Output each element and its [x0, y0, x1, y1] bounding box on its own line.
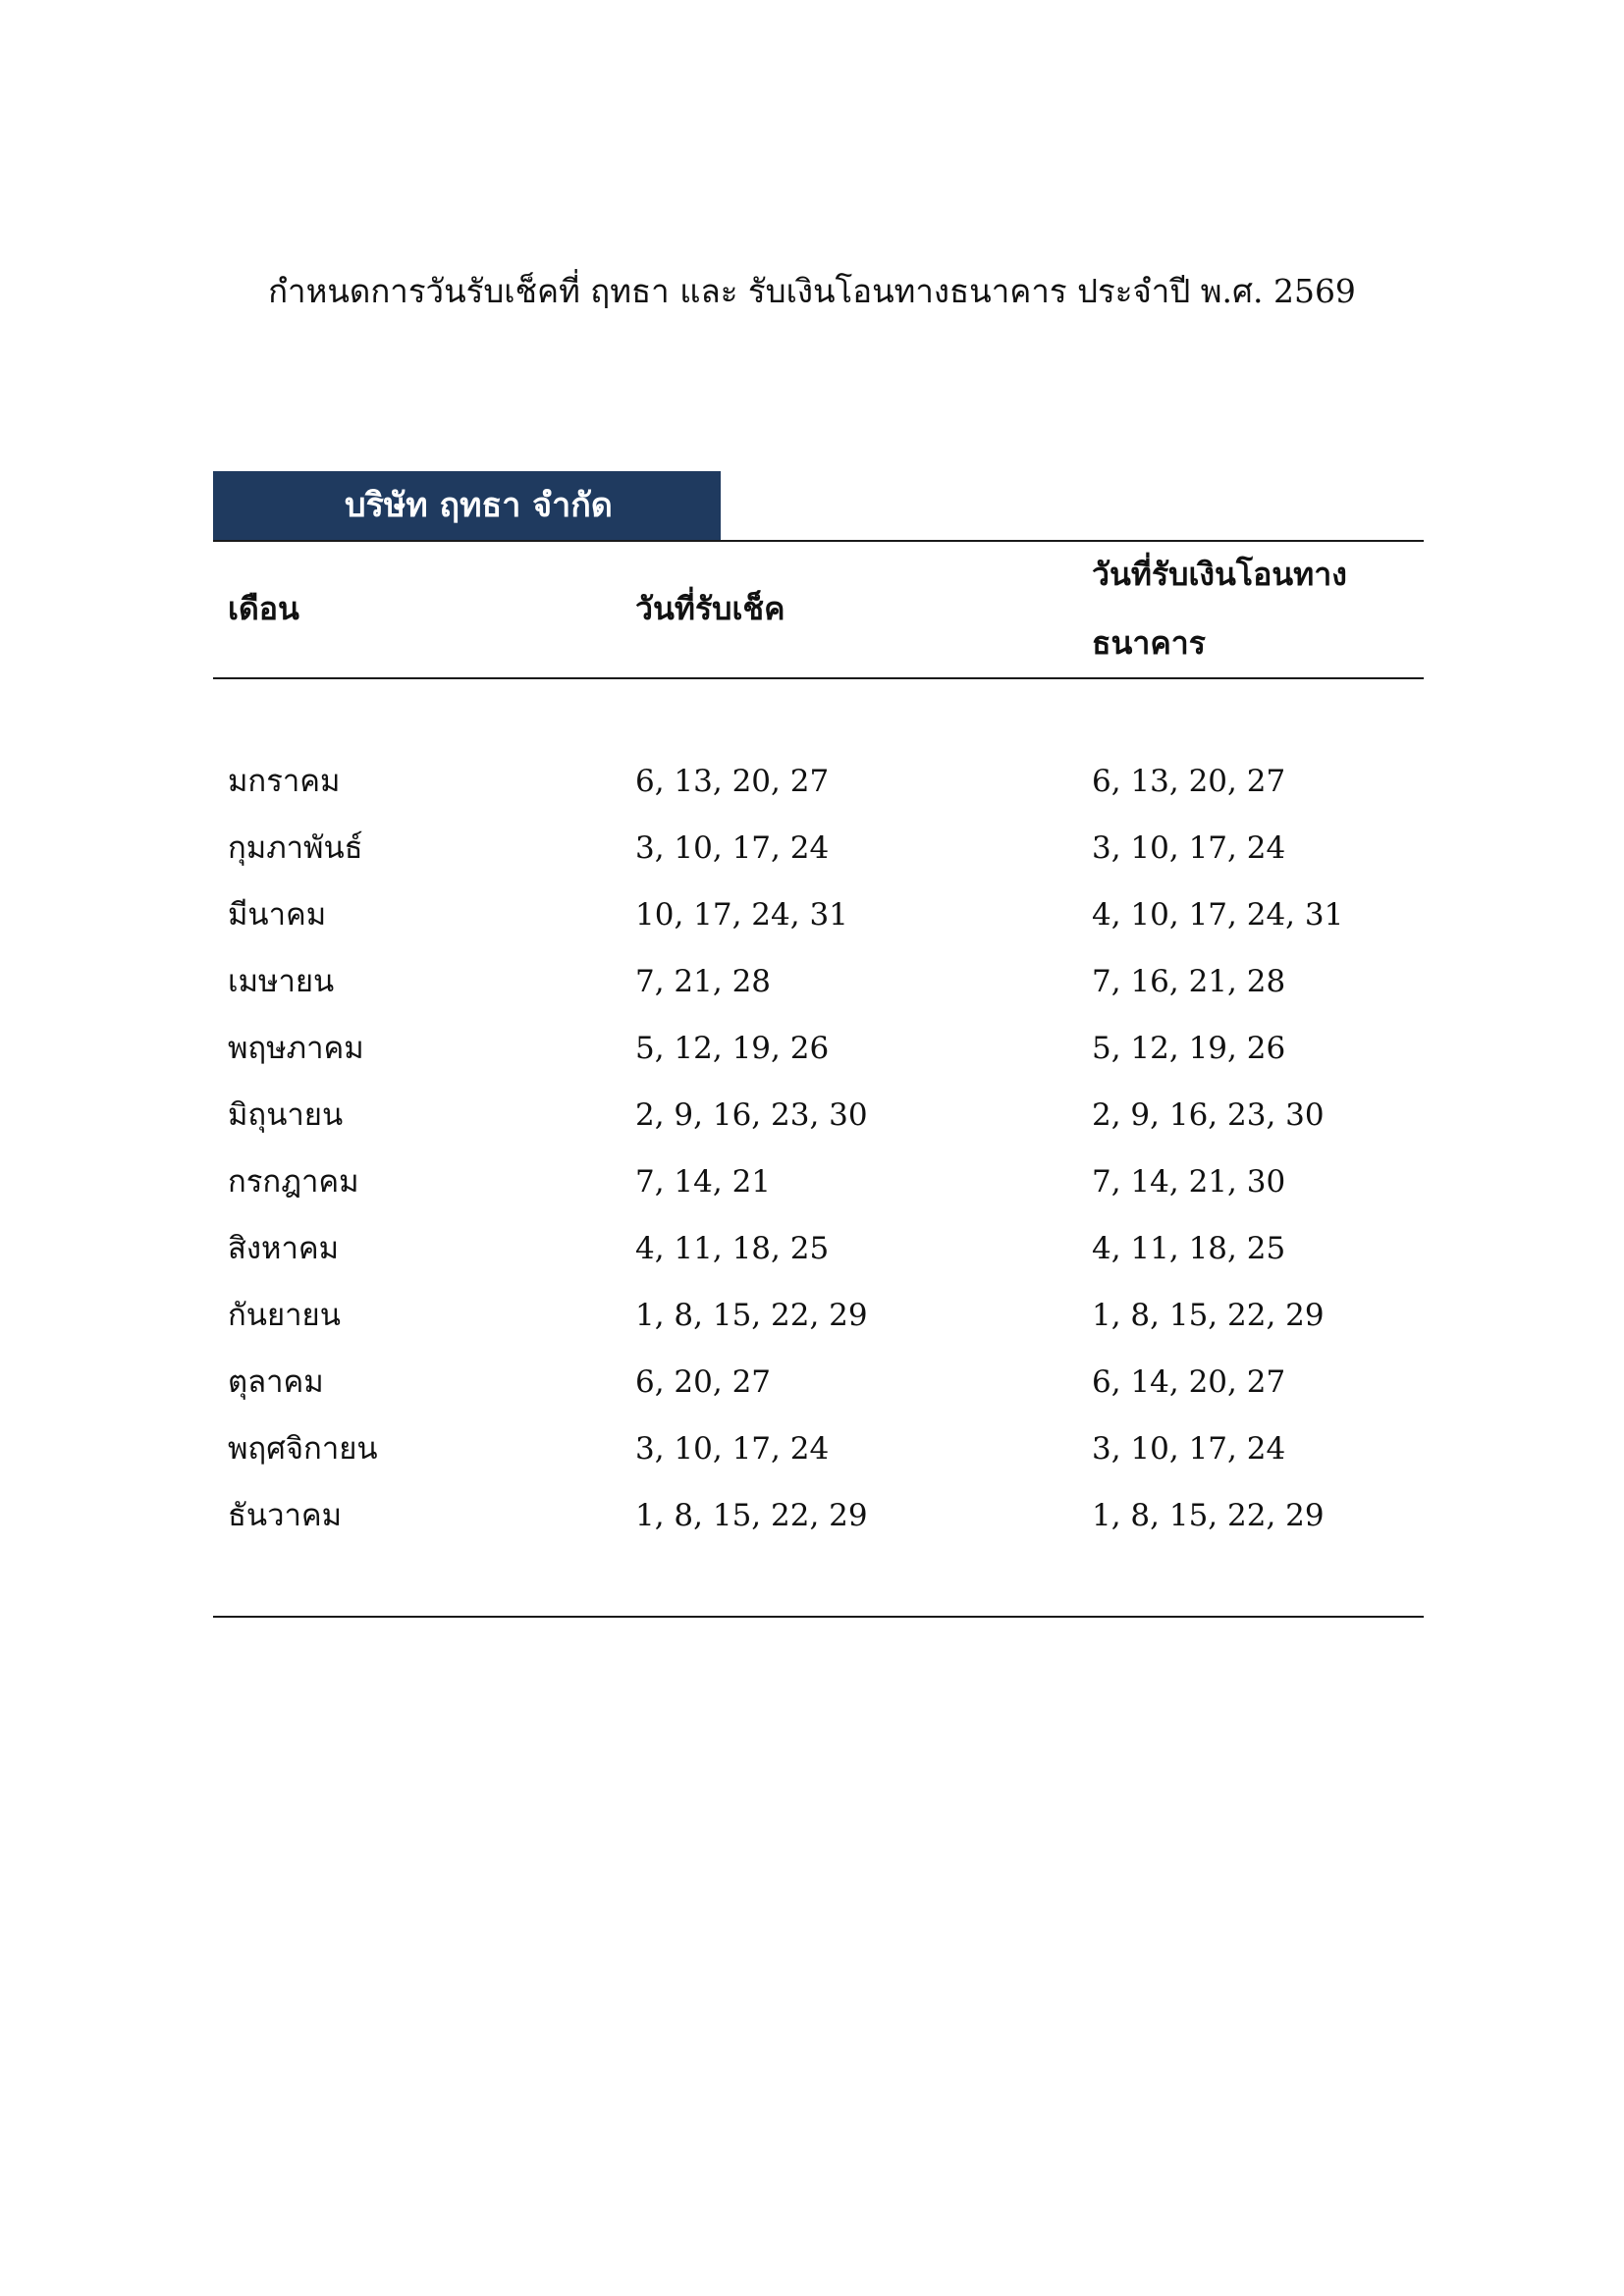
check-days-cell: 3, 10, 17, 24	[635, 830, 830, 866]
table-row	[0, 748, 1624, 815]
month-cell: พฤศจิกายน	[228, 1431, 378, 1467]
month-cell: กันยายน	[228, 1298, 341, 1333]
table-row	[0, 1415, 1624, 1482]
check-days-cell: 7, 14, 21	[635, 1164, 772, 1200]
table-row	[0, 881, 1624, 948]
table-row	[0, 815, 1624, 881]
check-days-cell: 6, 20, 27	[635, 1364, 772, 1400]
schedule-table-body	[0, 748, 1624, 1549]
table-header-rule	[213, 677, 1424, 679]
transfer-days-cell: 4, 11, 18, 25	[1092, 1231, 1286, 1266]
check-days-cell: 6, 13, 20, 27	[635, 764, 830, 799]
check-days-cell: 2, 9, 16, 23, 30	[635, 1097, 868, 1133]
transfer-days-cell: 1, 8, 15, 22, 29	[1092, 1498, 1325, 1533]
transfer-days-cell: 6, 14, 20, 27	[1092, 1364, 1286, 1400]
check-days-cell: 3, 10, 17, 24	[635, 1431, 830, 1467]
table-bottom-rule	[213, 1616, 1424, 1618]
check-days-cell: 10, 17, 24, 31	[635, 897, 848, 933]
header-check-days: วันที่รับเช็ค	[635, 590, 785, 627]
transfer-days-cell: 2, 9, 16, 23, 30	[1092, 1097, 1325, 1133]
month-cell: กุมภาพันธ์	[228, 830, 363, 866]
table-row	[0, 1349, 1624, 1415]
month-cell: เมษายน	[228, 964, 335, 999]
transfer-days-cell: 1, 8, 15, 22, 29	[1092, 1298, 1325, 1333]
transfer-days-cell: 7, 14, 21, 30	[1092, 1164, 1286, 1200]
page-title: กำหนดการวันรับเช็คที่ ฤทธา และ รับเงินโอนทางธนาคาร ประจำปี พ.ศ. 2569	[268, 272, 1356, 310]
transfer-days-cell: 3, 10, 17, 24	[1092, 1431, 1286, 1467]
transfer-days-cell: 5, 12, 19, 26	[1092, 1031, 1286, 1066]
company-name-banner: บริษัท ฤทธา จำกัด	[213, 471, 721, 540]
month-cell: พฤษภาคม	[228, 1031, 364, 1066]
table-row	[0, 948, 1624, 1015]
month-cell: สิงหาคม	[228, 1231, 340, 1266]
table-row	[0, 1015, 1624, 1082]
check-days-cell: 1, 8, 15, 22, 29	[635, 1498, 868, 1533]
check-days-cell: 1, 8, 15, 22, 29	[635, 1298, 868, 1333]
header-transfer-days-line1: วันที่รับเงินโอนทาง	[1092, 556, 1347, 593]
check-days-cell: 5, 12, 19, 26	[635, 1031, 830, 1066]
month-cell: ตุลาคม	[228, 1364, 324, 1400]
transfer-days-cell: 3, 10, 17, 24	[1092, 830, 1286, 866]
month-cell: มีนาคม	[228, 897, 327, 933]
header-transfer-days-line2: ธนาคาร	[1092, 624, 1206, 662]
table-row	[0, 1082, 1624, 1148]
table-row	[0, 1215, 1624, 1282]
table-row	[0, 1282, 1624, 1349]
check-days-cell: 7, 21, 28	[635, 964, 772, 999]
table-row	[0, 1148, 1624, 1215]
transfer-days-cell: 7, 16, 21, 28	[1092, 964, 1286, 999]
month-cell: มกราคม	[228, 764, 341, 799]
header-month: เดือน	[228, 590, 299, 627]
table-row	[0, 1482, 1624, 1549]
month-cell: ธันวาคม	[228, 1498, 343, 1533]
transfer-days-cell: 4, 10, 17, 24, 31	[1092, 897, 1344, 933]
transfer-days-cell: 6, 13, 20, 27	[1092, 764, 1286, 799]
month-cell: มิถุนายน	[228, 1097, 344, 1133]
month-cell: กรกฎาคม	[228, 1164, 359, 1200]
check-days-cell: 4, 11, 18, 25	[635, 1231, 830, 1266]
